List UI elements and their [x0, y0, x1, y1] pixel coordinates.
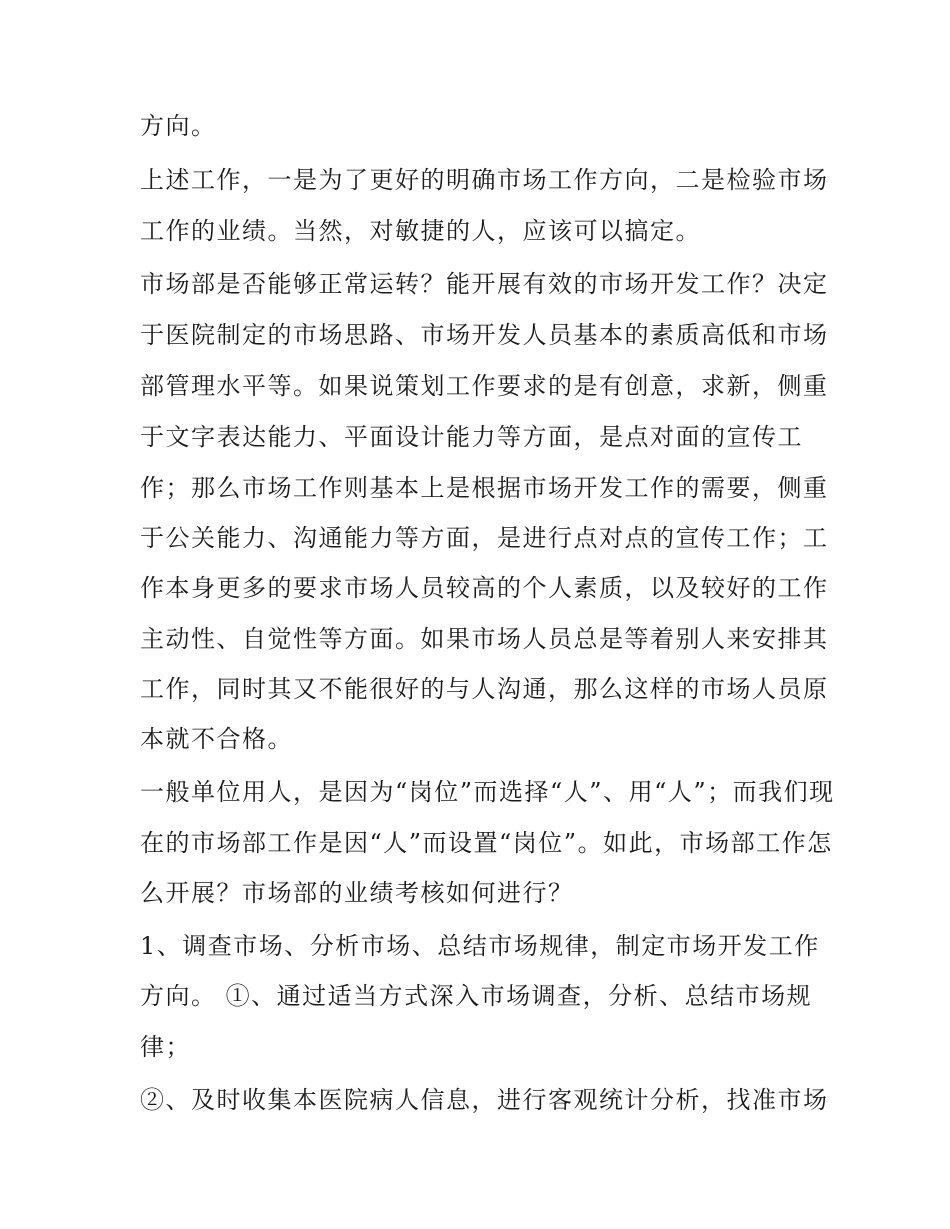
text-line: 作本身更多的要求市场人员较高的个人素质，以及较好的工作 [140, 574, 829, 602]
text-line: 本就不合格。 [140, 725, 293, 753]
text-line: 于文字表达能力、平面设计能力等方面，是点对面的宣传工 [140, 423, 803, 451]
text-line: 工作的业绩。当然，对敏捷的人，应该可以搞定。 [140, 217, 701, 245]
text-line: 么开展？市场部的业绩考核如何进行？ [140, 879, 574, 907]
text-line: ②、及时收集本医院病人信息，进行客观统计分析，找准市场 [140, 1086, 829, 1114]
text-line: 市场部是否能够正常运转？能开展有效的市场开发工作？决定 [140, 270, 829, 298]
text-line: 主动性、自觉性等方面。如果市场人员总是等着别人来安排其 [140, 625, 829, 653]
text-line: 1、调查市场、分析市场、总结市场规律，制定市场开发工作 [140, 932, 820, 960]
text-line: 方向。 [140, 112, 217, 140]
text-line: 方向。 ①、通过适当方式深入市场调查，分析、总结市场规 [140, 982, 813, 1010]
text-line: 一般单位用人，是因为“岗位”而选择“人”、用“人”；而我们现 [140, 778, 835, 806]
text-line: 于医院制定的市场思路、市场开发人员基本的素质高低和市场 [140, 321, 829, 349]
text-line: 作；那么市场工作则基本上是根据市场开发工作的需要，侧重 [140, 474, 829, 502]
text-line: 上述工作，一是为了更好的明确市场工作方向，二是检验市场 [140, 166, 829, 194]
text-line: 在的市场部工作是因“人”而设置“岗位”。如此，市场部工作怎 [140, 829, 833, 857]
text-line: 于公关能力、沟通能力等方面，是进行点对点的宣传工作；工 [140, 524, 829, 552]
text-line: 工作，同时其又不能很好的与人沟通，那么这样的市场人员原 [140, 675, 829, 703]
text-line: 律； [140, 1033, 191, 1061]
text-line: 部管理水平等。如果说策划工作要求的是有创意，求新，侧重 [140, 372, 829, 400]
